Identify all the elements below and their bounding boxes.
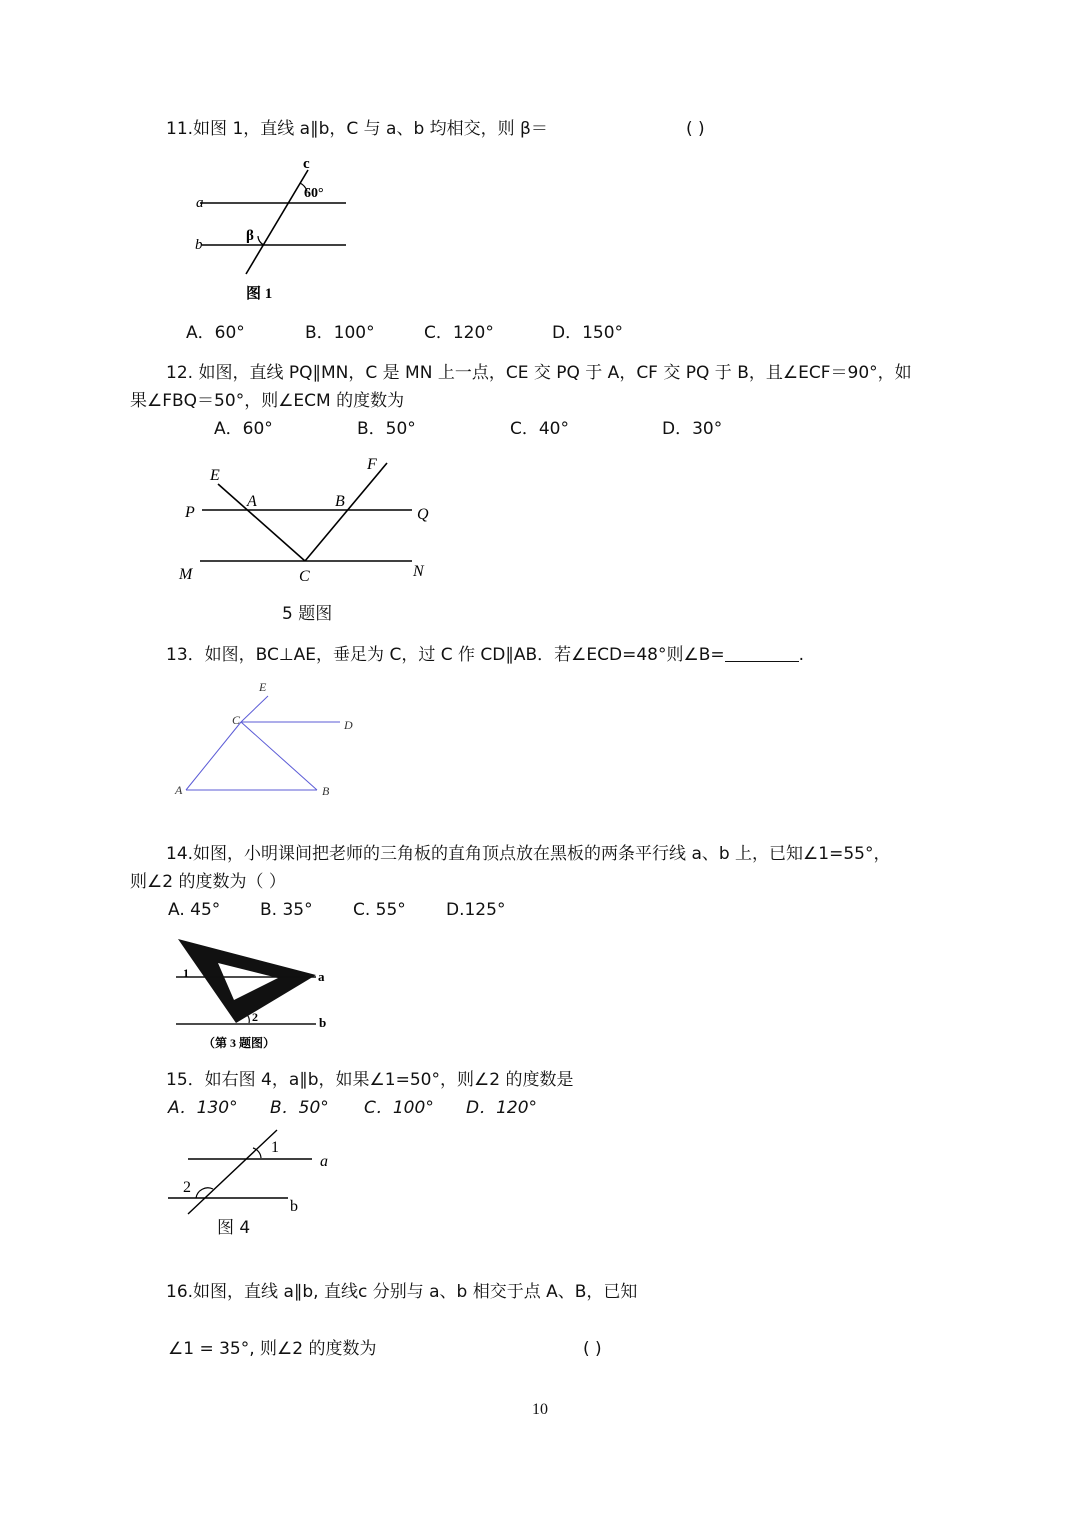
q14-figure bbox=[170, 933, 350, 1055]
q15-caption: 图 4 bbox=[217, 1218, 251, 1238]
q13-label-c: C bbox=[232, 713, 241, 727]
q13-stem: 13．如图，BC⊥AE，垂足为 C，过 C 作 CD∥AB．若∠ECD=48°则∠B= bbox=[166, 645, 725, 665]
q11-angle-beta: β bbox=[246, 228, 254, 244]
q15-label-a: a bbox=[320, 1153, 328, 1170]
q11-label-c: c bbox=[303, 156, 310, 172]
q13-stem-end: . bbox=[798, 645, 805, 665]
q13-answer-blank[interactable] bbox=[725, 645, 799, 662]
q13-label-a: A bbox=[175, 783, 183, 797]
q14-caption: （第 3 题图） bbox=[203, 1036, 276, 1050]
q11-label-a: a bbox=[196, 195, 204, 211]
q14-angle1: 1 bbox=[183, 966, 189, 980]
q14-option-a: A. 45° bbox=[168, 900, 221, 920]
q11-option-a: A．60° bbox=[186, 323, 245, 343]
q11-option-c: C．120° bbox=[424, 323, 494, 343]
q12-label-m: M bbox=[179, 566, 193, 583]
q13-stem-row bbox=[166, 644, 804, 666]
q12-label-c: C bbox=[299, 568, 310, 585]
q11-figure bbox=[180, 150, 370, 310]
q14-label-b: b bbox=[319, 1015, 327, 1030]
q16-stem-line1: 16.如图，直线 a∥b, 直线c 分别与 a、b 相交于点 A、B，已知 bbox=[166, 1282, 638, 1302]
q14-stem-line1: 14.如图，小明课间把老师的三角板的直角顶点放在黑板的两条平行线 a、b 上，已知∠1=55°， bbox=[166, 844, 891, 864]
page-number: 10 bbox=[532, 1401, 548, 1418]
q15-angle2: 2 bbox=[183, 1179, 191, 1196]
q11-option-d: D．150° bbox=[552, 323, 624, 343]
q12-label-a: A bbox=[247, 493, 257, 510]
q12-figure bbox=[170, 450, 470, 590]
q15-option-c: C．100° bbox=[364, 1098, 434, 1118]
q15-option-d: D．120° bbox=[466, 1098, 538, 1118]
q12-label-e: E bbox=[210, 467, 220, 484]
q16-answer-bracket: ( ) bbox=[583, 1339, 602, 1359]
q12-stem-line1: 12. 如图，直线 PQ∥MN，C 是 MN 上一点，CE 交 PQ 于 A，CF 交 PQ 于 B，且∠ECF＝90°，如 bbox=[166, 363, 912, 383]
q12-option-d: D．30° bbox=[662, 419, 723, 439]
q12-option-c: C．40° bbox=[510, 419, 570, 439]
q11-option-b: B．100° bbox=[305, 323, 375, 343]
q13-figure bbox=[170, 676, 370, 806]
q12-option-b: B．50° bbox=[357, 419, 416, 439]
q12-label-q: Q bbox=[417, 506, 429, 523]
q14-angle2: 2 bbox=[252, 1010, 258, 1024]
q15-figure bbox=[160, 1122, 360, 1242]
q13-label-e: E bbox=[259, 680, 267, 694]
q15-option-a: A．130° bbox=[168, 1098, 238, 1118]
q14-option-c: C. 55° bbox=[353, 900, 406, 920]
q12-caption: 5 题图 bbox=[282, 604, 333, 624]
q12-label-f: F bbox=[367, 456, 377, 473]
q15-option-b: B．50° bbox=[270, 1098, 329, 1118]
q15-angle1: 1 bbox=[271, 1139, 279, 1156]
q14-label-a: a bbox=[318, 969, 325, 984]
q14-stem-line2: 则∠2 的度数为（ ） bbox=[130, 872, 286, 892]
q15-stem: 15．如右图 4，a∥b，如果∠1=50°，则∠2 的度数是 bbox=[166, 1070, 574, 1090]
q11-stem: 11.如图 1，直线 a∥b，C 与 a、b 均相交，则 β＝ bbox=[166, 119, 548, 139]
q11-angle-60: 60° bbox=[304, 186, 324, 201]
q13-label-d: D bbox=[344, 718, 353, 732]
q12-label-p: P bbox=[185, 504, 195, 521]
q16-stem-line2: ∠1 = 35°, 则∠2 的度数为 bbox=[168, 1339, 377, 1359]
q12-option-a: A．60° bbox=[214, 419, 273, 439]
q14-option-d: D.125° bbox=[446, 900, 506, 920]
q13-label-b: B bbox=[322, 784, 330, 798]
q12-stem-line2: 果∠FBQ＝50°，则∠ECM 的度数为 bbox=[130, 391, 405, 411]
q12-label-n: N bbox=[413, 563, 424, 580]
q12-label-b: B bbox=[335, 493, 345, 510]
q11-label-b: b bbox=[195, 237, 203, 253]
q11-caption: 图 1 bbox=[246, 286, 273, 302]
q15-label-b: b bbox=[290, 1198, 298, 1215]
q14-option-b: B. 35° bbox=[260, 900, 313, 920]
q11-answer-bracket: ( ) bbox=[686, 119, 705, 139]
